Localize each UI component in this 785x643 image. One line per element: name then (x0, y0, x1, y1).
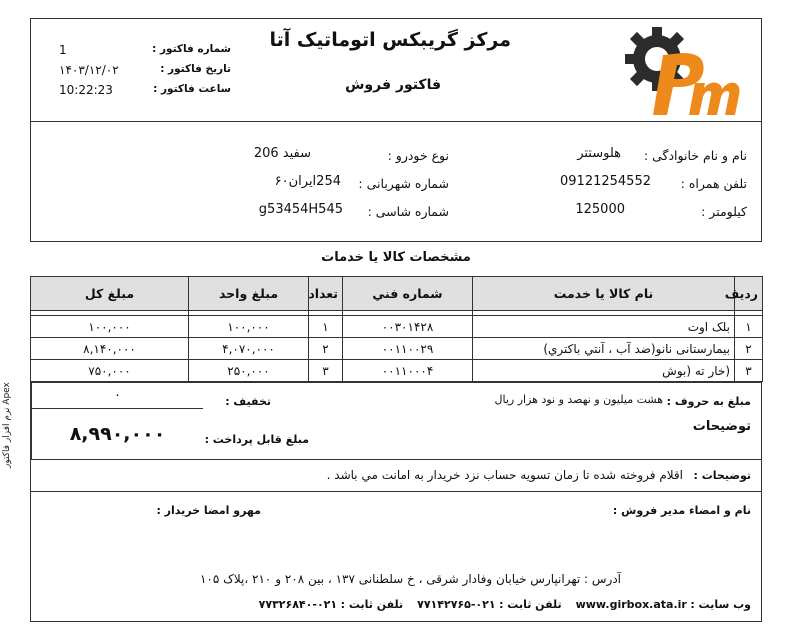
invoice-number: 1 (59, 43, 67, 57)
totals-box (31, 383, 203, 459)
terms-section (30, 460, 762, 492)
mileage-label: کیلومتر : (701, 204, 747, 219)
row-code: ۰۰۱۱۰۰۲۹ (343, 338, 473, 360)
website-label: وب سایت : (690, 598, 751, 611)
customer-info (30, 122, 762, 242)
invoice-date-label: تاریخ فاکتور : (160, 63, 231, 75)
document-type: فاکتور فروش (345, 77, 441, 93)
row-unit-price: ۴,۰۷۰,۰۰۰ (189, 338, 309, 360)
row-name: (خار ته (بوش (473, 360, 735, 382)
totals-section (30, 382, 762, 460)
table-row (31, 360, 763, 382)
row-total: ۱۰۰,۰۰۰ (31, 316, 189, 338)
col-header-total: مبلغ کل (31, 277, 189, 311)
sales-invoice (30, 18, 762, 622)
invoice-date: ۱۴۰۳/۱۲/۰۲ (59, 63, 119, 77)
col-header-qty: تعداد (309, 277, 343, 311)
plate-number: 254ایران۶۰ (274, 174, 341, 189)
invoice-time: 10:22:23 (59, 83, 113, 97)
software-credit: نرم افزار فاکتور Apex (2, 382, 12, 468)
notes-label: توضیحات (692, 419, 751, 434)
row-qty: ۲ (309, 338, 343, 360)
row-code: ۰۰۱۱۰۰۰۴ (343, 360, 473, 382)
row-index: ۲ (735, 338, 763, 360)
discount-amount: ۰ (32, 383, 203, 409)
car-type: سفید 206 (253, 146, 311, 161)
customer-name: هلوستتر (577, 146, 621, 161)
terms-text: اقلام فروخته شده تا زمان تسویه حساب نزد خریدار به امانت مي باشد . (326, 468, 683, 482)
invoice-header (30, 18, 762, 122)
amount-in-words: هشت میلیون و نهصد و نود هزار ریال (494, 393, 663, 406)
row-name: بیمارستانی نانو(ضد آب ، آنتي باکتري) (473, 338, 735, 360)
chassis-label: شماره شاسی : (367, 204, 449, 219)
company-name: مرکز گریبکس اتوماتیک آتا (269, 29, 511, 51)
col-header-unit-price: مبلغ واحد (189, 277, 309, 311)
row-qty: ۱ (309, 316, 343, 338)
company-logo-icon (623, 25, 741, 119)
payable-label: مبلغ قابل پرداخت : (204, 433, 309, 446)
items-table (30, 276, 763, 382)
table-header-row (31, 277, 763, 311)
chassis-number: g53454H545 (258, 202, 343, 217)
row-qty: ۳ (309, 360, 343, 382)
row-total: ۸,۱۴۰,۰۰۰ (31, 338, 189, 360)
mobile-label: تلفن همراه : (680, 176, 747, 191)
invoice-footer (30, 492, 762, 622)
table-row (31, 316, 763, 338)
phone2: ۰۲۱-۷۷۳۲۶۸۴۰ (258, 598, 338, 611)
invoice-number-label: شماره فاکتور : (152, 43, 231, 55)
row-unit-price: ۱۰۰,۰۰۰ (189, 316, 309, 338)
customer-name-label: نام و نام خانوادگی : (643, 148, 747, 163)
row-index: ۳ (735, 360, 763, 382)
car-type-label: نوع خودرو : (387, 148, 449, 163)
phone2-label: تلفن ثابت : (340, 598, 404, 611)
website[interactable]: www.girbox.ata.ir (575, 598, 687, 611)
discount-label: تخفیف : (225, 395, 271, 408)
table-row (31, 338, 763, 360)
items-section-title: مشخصات کالا یا خدمات (321, 250, 471, 265)
invoice-time-label: ساعت فاکتور : (153, 83, 231, 95)
row-total: ۷۵۰,۰۰۰ (31, 360, 189, 382)
phone1-label: تلفن ثابت : (499, 598, 562, 611)
company-address: آدرس : تهرانپارس خیابان وفادار شرقی ، خ سلطنانی ۱۳۷ ، بین ۲۰۸ و ۲۱۰ ،پلاک ۱۰۵ (199, 572, 621, 586)
phone1: ۰۲۱-۷۷۱۴۲۷۶۵ (417, 598, 496, 611)
contact-line (259, 598, 751, 611)
row-index: ۱ (735, 316, 763, 338)
row-code: ۰۰۳۰۱۴۲۸ (343, 316, 473, 338)
col-header-code: شماره فني (343, 277, 473, 311)
amount-in-words-label: مبلغ به حروف : (666, 395, 751, 408)
mileage: 125000 (575, 202, 625, 217)
col-header-index: ردیف (735, 277, 763, 311)
plate-label: شماره شهربانی : (358, 176, 449, 191)
terms-label: توضیحات : (693, 469, 751, 482)
mobile-number: 09121254552 (560, 174, 651, 189)
row-unit-price: ۲۵۰,۰۰۰ (189, 360, 309, 382)
buyer-signature-label: مهرو امضا خریدار : (156, 504, 261, 517)
col-header-name: نام کالا یا خدمت (473, 277, 735, 311)
seller-signature-label: نام و امضاء مدیر فروش : (612, 504, 751, 517)
row-name: بلک اوت (473, 316, 735, 338)
payable-amount: ۸,۹۹۰,۰۰۰ (69, 423, 166, 445)
